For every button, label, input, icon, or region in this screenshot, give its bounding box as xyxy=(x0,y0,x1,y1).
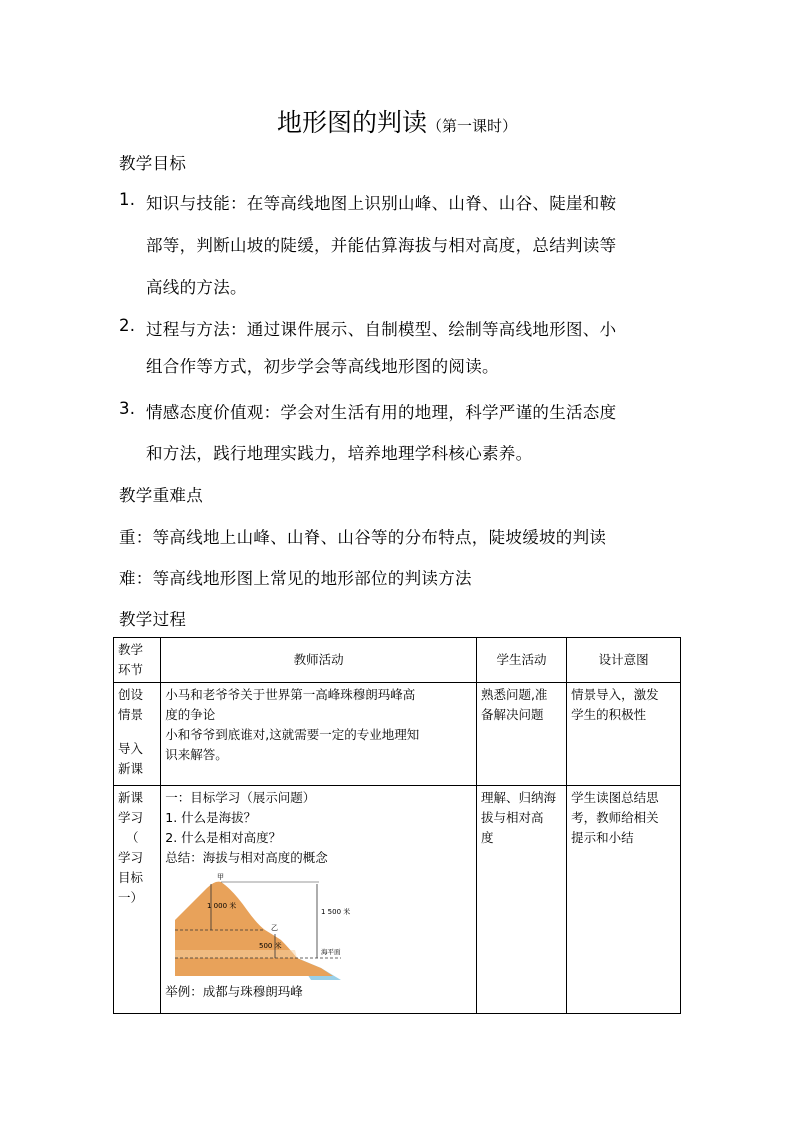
row1-intent-line1: 情景导入，激发 xyxy=(571,687,659,702)
label-sea: 海平面 xyxy=(321,948,341,956)
row2-teacher-line4: 总结：海拔与相对高度的概念 xyxy=(165,850,328,865)
objective-3-line1: 情感态度价值观：学会对生活有用的地理，科学严谨的生活态度 xyxy=(146,403,617,422)
section-heading-process: 教学过程 xyxy=(119,610,187,629)
label-small: 500 米 xyxy=(259,942,282,950)
row1-stage-line1: 创设 xyxy=(118,687,144,702)
difficult-point: 难：等高线地形图上常见的地形部位的判读方法 xyxy=(119,569,472,588)
row2-intent-line3: 提示和小结 xyxy=(571,830,634,845)
label-peak: 甲 xyxy=(217,873,225,881)
objective-1-number: 1. xyxy=(119,190,136,209)
header-intent: 设计意图 xyxy=(567,638,681,683)
row1-stage-line2: 情景 xyxy=(118,707,144,722)
altitude-relative-height-figure xyxy=(171,872,361,982)
table-row xyxy=(114,786,681,1014)
row1-teacher-line4: 识来解答。 xyxy=(165,747,228,762)
row2-stage-line4: 学习 xyxy=(118,850,144,865)
row1-student-line1: 熟悉问题,准 xyxy=(480,687,548,702)
terrain-profile xyxy=(175,882,333,976)
row2-student-line3: 度 xyxy=(480,830,494,845)
row2-teacher-line1: 一：目标学习（展示问题） xyxy=(165,790,316,805)
row1-teacher-line2: 度的争论 xyxy=(165,707,216,722)
header-teacher: 教师活动 xyxy=(161,638,477,683)
label-point: 乙 xyxy=(271,924,279,932)
row2-student-line1: 理解、归纳海 xyxy=(480,790,556,805)
row2-student-line2: 拔与相对高 xyxy=(480,810,544,825)
row2-teacher-example: 举例：成都与珠穆朗玛峰 xyxy=(165,984,303,999)
row2-intent-line1: 学生读图总结思 xyxy=(571,790,659,805)
document-title xyxy=(0,103,794,139)
row1-stage-line3: 导入 xyxy=(118,741,144,756)
row1-stage-line4: 新课 xyxy=(118,761,144,776)
row1-teacher-line1: 小马和老爷爷关于世界第一高峰珠穆朗玛峰高 xyxy=(165,687,416,702)
row1-intent-line2: 学生的积极性 xyxy=(571,707,647,722)
row1-student xyxy=(476,683,566,786)
row1-teacher xyxy=(161,683,477,786)
objective-3-number: 3. xyxy=(119,399,136,418)
objective-2-number: 2. xyxy=(119,316,136,335)
row2-teacher-line2: 1. 什么是海拔？ xyxy=(165,810,257,825)
title-subtitle: （第一课时） xyxy=(427,117,518,135)
row2-stage xyxy=(114,786,161,1014)
objective-1-line3: 高线的方法。 xyxy=(146,278,247,297)
row2-teacher-line3: 2. 什么是相对高度？ xyxy=(165,830,282,845)
lesson-table xyxy=(113,637,681,1014)
row2-stage-line2: 学习 xyxy=(118,810,144,825)
label-altitude: 1 500 米 xyxy=(321,908,351,916)
row2-stage-line5: 目标 xyxy=(118,870,144,885)
objective-3-line2: 和方法，践行地理实践力，培养地理学科核心素养。 xyxy=(146,444,533,463)
row2-stage-line1: 新课 xyxy=(118,790,144,805)
table-row xyxy=(114,683,681,786)
objective-2-line1: 过程与方法：通过课件展示、自制模型、绘制等高线地形图、小 xyxy=(146,320,617,339)
row2-intent xyxy=(567,786,681,1014)
label-relative: 1 000 米 xyxy=(207,902,237,910)
row2-intent-line2: 考，教师给相关 xyxy=(571,810,659,825)
terrain-band xyxy=(175,950,297,958)
row1-stage xyxy=(114,683,161,786)
section-heading-objectives: 教学目标 xyxy=(119,154,187,173)
key-point: 重：等高线地上山峰、山脊、山谷等的分布特点，陡坡缓坡的判读 xyxy=(119,528,607,547)
title-main: 地形图的判读 xyxy=(276,108,427,137)
row1-intent xyxy=(567,683,681,786)
row1-teacher-line3: 小和爷爷到底谁对,这就需要一定的专业地理知 xyxy=(165,727,420,742)
row2-stage-line3: （ xyxy=(126,830,139,845)
row1-student-line2: 备解决问题 xyxy=(480,707,544,722)
header-student: 学生活动 xyxy=(476,638,566,683)
objective-2-line2: 组合作等方式，初步学会等高线地形图的阅读。 xyxy=(146,357,499,376)
table-header-row xyxy=(114,638,681,683)
header-stage-line2: 环节 xyxy=(118,662,144,677)
objective-1-line1: 知识与技能：在等高线地图上识别山峰、山脊、山谷、陡崖和鞍 xyxy=(146,194,617,213)
header-stage xyxy=(114,638,161,683)
header-stage-line1: 教学 xyxy=(118,642,144,657)
objective-1-line2: 部等，判断山坡的陡缓，并能估算海拔与相对高度，总结判读等 xyxy=(146,236,617,255)
section-heading-keypoints: 教学重难点 xyxy=(119,486,203,505)
row2-teacher xyxy=(161,786,477,1014)
row2-student xyxy=(476,786,566,1014)
row2-stage-line6: 一） xyxy=(118,890,144,905)
